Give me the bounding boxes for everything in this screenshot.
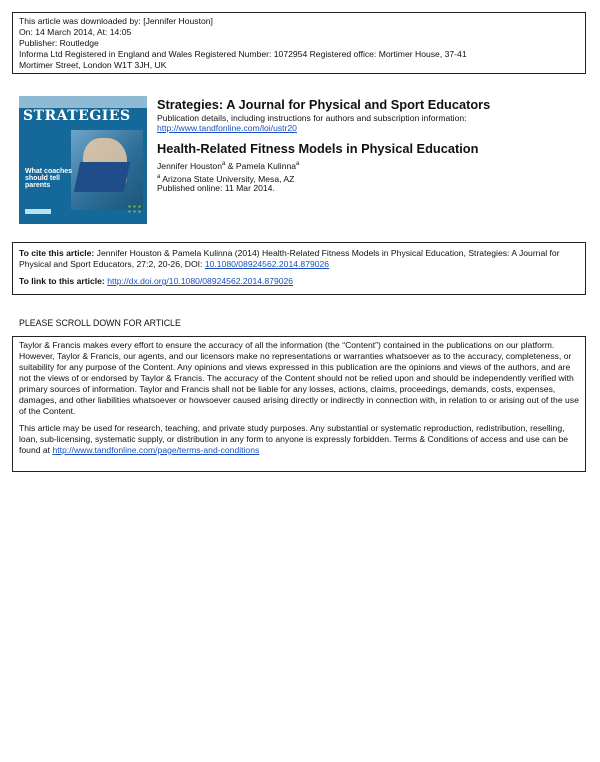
terms-box: [12, 336, 586, 472]
cover-shirt: [74, 162, 130, 192]
cover-headline: What coaches should tell parents: [25, 168, 73, 189]
author-2-affil-mark: a: [296, 161, 300, 167]
affiliation-mark: a: [157, 174, 161, 180]
citation-box: [12, 242, 586, 295]
downloaded-by-line: This article was downloaded by: [Jennifer Houston]: [19, 16, 213, 26]
author-1: Jennifer Houston: [157, 160, 222, 171]
author-1-affil-mark: a: [221, 161, 226, 167]
cite-label: To cite this article:: [19, 248, 95, 258]
published-date: Published online: 11 Mar 2014.: [157, 183, 275, 193]
journal-link[interactable]: http://www.tandfonline.com/loi/ustr20: [157, 123, 297, 133]
cover-footer-bar: [25, 209, 51, 214]
publication-details: Publication details, including instructions for authors and subscription information:: [157, 113, 467, 123]
link-label: To link to this article:: [19, 276, 108, 286]
affiliation-text: Arizona State University, Mesa, AZ: [160, 173, 295, 184]
authors: [157, 159, 299, 172]
journal-cover-image: [19, 96, 147, 224]
usage-text: This article may be used for research, teaching, and private study purposes. Any substantial or systematic reproduction, redistribution, reselling, loan, sub-licensing, systematic supply, or distribution in any form to anyone is expressly forbidden. Terms & Conditions of access and use can be found at: [19, 423, 569, 455]
registration-line: Informa Ltd Registered in England and Wales Registered Number: 1072954 Registered office: Mortimer House, 37-41: [19, 49, 467, 59]
doi-link[interactable]: 10.1080/08924562.2014.879026: [204, 259, 330, 269]
scroll-notice: PLEASE SCROLL DOWN FOR ARTICLE: [19, 318, 181, 328]
cover-top-strip: [19, 96, 147, 108]
author-separator: &: [225, 160, 236, 171]
link-paragraph: [19, 276, 579, 287]
disclaimer-paragraph: Taylor & Francis makes every effort to ensure the accuracy of all the information (the “Content”) contained in the publications on our platform. However, Taylor & Francis, our agents, and our licensors make no representations or warranties whatsoever as to the accuracy, completeness, or suitability for any purpose of the Content. Any opinions and views expressed in this publication are the opinions and views of the authors, and are not the views of or endorsed by Taylor & Francis. The accuracy of the Content should not be relied upon and should be independently verified with primary sources of information. Taylor and Francis shall not be liable for any losses, actions, claims, proceedings, demands, costs, expenses, damages, and other liabilities whatsoever or howsoever caused arising directly or indirectly in connection with, in relation to or arising out of the use of the Content.: [19, 340, 579, 416]
cite-paragraph: [19, 248, 579, 270]
article-title: Health-Related Fitness Models in Physical Education: [157, 141, 479, 156]
publisher-logo-icon: [127, 204, 141, 214]
download-date-line: On: 14 March 2014, At: 14:05: [19, 27, 132, 37]
journal-title: Strategies: A Journal for Physical and Sport Educators: [157, 97, 491, 112]
terms-link[interactable]: http://www.tandfonline.com/page/terms-and-conditions: [52, 445, 260, 455]
cite-text: Jennifer Houston & Pamela Kulinna (2014) Health-Related Fitness Models in Physical Education, Strategies: A Journal for Physical and Sport Educators, 27:2, 20-26, DOI:: [19, 248, 560, 269]
cover-masthead: STRATEGIES: [23, 108, 131, 124]
author-2: Pamela Kulinna: [235, 160, 297, 171]
address-line: Mortimer Street, London W1T 3JH, UK: [19, 60, 167, 70]
publisher-line: Publisher: Routledge: [19, 38, 99, 48]
article-url-link[interactable]: http://dx.doi.org/10.1080/08924562.2014.879026: [107, 276, 294, 286]
download-info-box: [12, 12, 586, 74]
usage-paragraph: [19, 423, 579, 456]
